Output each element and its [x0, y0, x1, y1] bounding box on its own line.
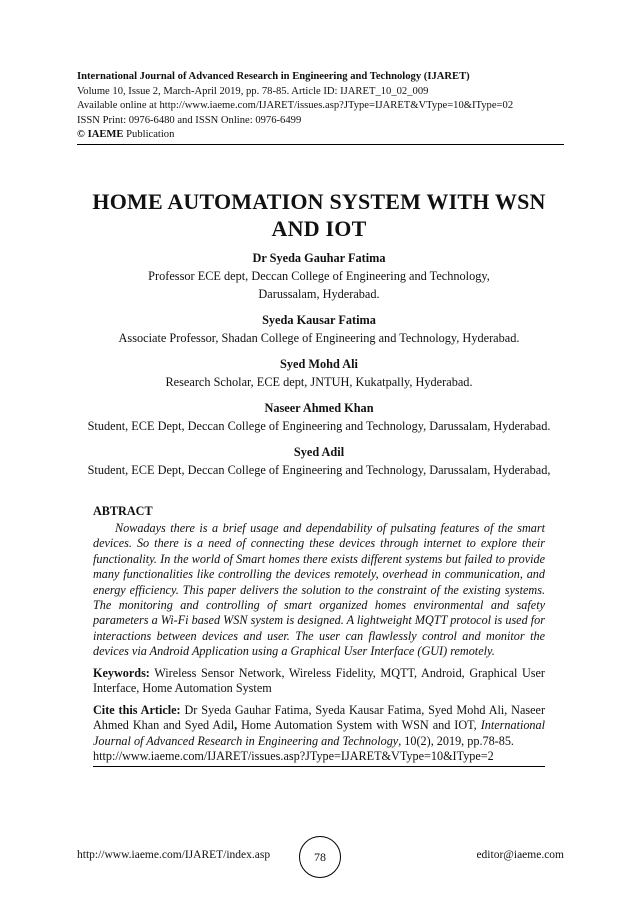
author-block [60, 250, 578, 303]
keywords-text: Wireless Sensor Network, Wireless Fidelity, MQTT, Android, Graphical User Interface, Home Automation System [93, 665, 545, 696]
cite-title: Home Automation System with WSN and IOT, [241, 718, 477, 733]
author-affiliation-text: Student, ECE Dept, Deccan College of Engineering and Technology, Darussalam, Hyderabad. [87, 419, 551, 433]
author-name: Naseer Ahmed Khan [264, 401, 374, 415]
author-affiliation [60, 329, 578, 347]
author-affiliation [60, 461, 578, 479]
author-name: Syeda Kausar Fatima [262, 313, 376, 327]
footer-email[interactable]: editor@iaeme.com [476, 849, 564, 861]
paper-title [60, 188, 578, 242]
cite-tail: , 10(2), 2019, pp.78-85. [398, 733, 514, 748]
page-number-circle [299, 836, 341, 878]
author-name: Dr Syeda Gauhar Fatima [252, 251, 386, 265]
cite-label: Cite this Article: [93, 702, 181, 717]
journal-available-line[interactable]: Available online at http://www.iaeme.com/IJARET/issues.asp?JType=IJARET&VType=10&IType=02 [77, 100, 514, 112]
author-affiliation: Professor ECE dept, Deccan College of Engineering and Technology, [148, 269, 490, 283]
author-affiliation-cont: Darussalam, Hyderabad. [258, 287, 380, 301]
publisher-name: IAEME [87, 129, 124, 141]
keywords-paragraph [93, 666, 545, 697]
author-name: Syed Adil [293, 445, 345, 459]
abstract-heading: ABTRACT [93, 504, 153, 518]
cite-journal: International Journal of Advanced Research in Engineering and Technology [93, 718, 546, 748]
author-name: Syed Mohd Ali [280, 357, 358, 371]
copyright-symbol: © [77, 129, 85, 141]
journal-name: International Journal of Advanced Research in Engineering and Technology (IJARET) [77, 71, 470, 82]
author-block [60, 400, 578, 435]
paper-title-line-2: AND IOT [271, 216, 367, 241]
author-affiliation-text: Associate Professor, Shadan College of Engineering and Technology, Hyderabad. [118, 331, 520, 345]
paper-title-line-1: HOME AUTOMATION SYSTEM WITH WSN [92, 189, 546, 214]
page-footer [77, 835, 564, 879]
journal-publisher-line [77, 128, 564, 143]
author-affiliation: Research Scholar, ECE dept, JNTUH, Kukatpally, Hyderabad. [165, 375, 473, 389]
author-block [60, 312, 578, 347]
author-affiliation-text: Student, ECE Dept, Deccan College of Engineering and Technology, Darussalam, Hyderabad, [87, 463, 551, 477]
author-affiliation [60, 417, 578, 435]
journal-header [77, 70, 564, 145]
footer-journal-url[interactable]: http://www.iaeme.com/IJARET/index.asp [77, 849, 271, 861]
abstract-section [93, 503, 545, 767]
author-list [60, 250, 578, 488]
abstract-body: Nowadays there is a brief usage and dependability of pulsating features of the smart devices. So there is a need of connecting these devices through internet to explore their functionality. In the world of Smart homes there exists different systems but failed to provide many functionalities like controlling the devices remotely, overhead in communication, and energy efficiency. This paper delivers the solution to the constraint of the existing systems. The monitoring and controlling of smart organized homes environmental and safety parameters a Wi-Fi based WSN system is designed. A lightweight MQTT protocol is used for interactions between devices and user. The user can flawlessly control and monitor the devices via Android Application using a Graphical User Interface (GUI) remotely. [93, 521, 545, 659]
cite-authors: Dr Syeda Gauhar Fatima, Syeda Kausar Fatima, Syed Mohd Ali, Naseer Ahmed Khan and Syed Adil [93, 702, 546, 733]
page-number: 78 [314, 850, 326, 864]
publication-word: Publication [126, 129, 175, 141]
cite-url-link[interactable]: http://www.iaeme.com/IJARET/issues.asp?JType=IJARET&VType=10&IType=2 [93, 749, 545, 767]
keywords-label: Keywords: [93, 665, 150, 680]
author-block [60, 444, 578, 479]
author-block [60, 356, 578, 391]
journal-issn-line: ISSN Print: 0976-6480 and ISSN Online: 0976-6499 [77, 114, 302, 126]
cite-comma: , [234, 718, 238, 733]
cite-paragraph [93, 703, 545, 750]
journal-volume-line: Volume 10, Issue 2, March-April 2019, pp. 78-85. Article ID: IJARET_10_02_009 [77, 85, 429, 97]
